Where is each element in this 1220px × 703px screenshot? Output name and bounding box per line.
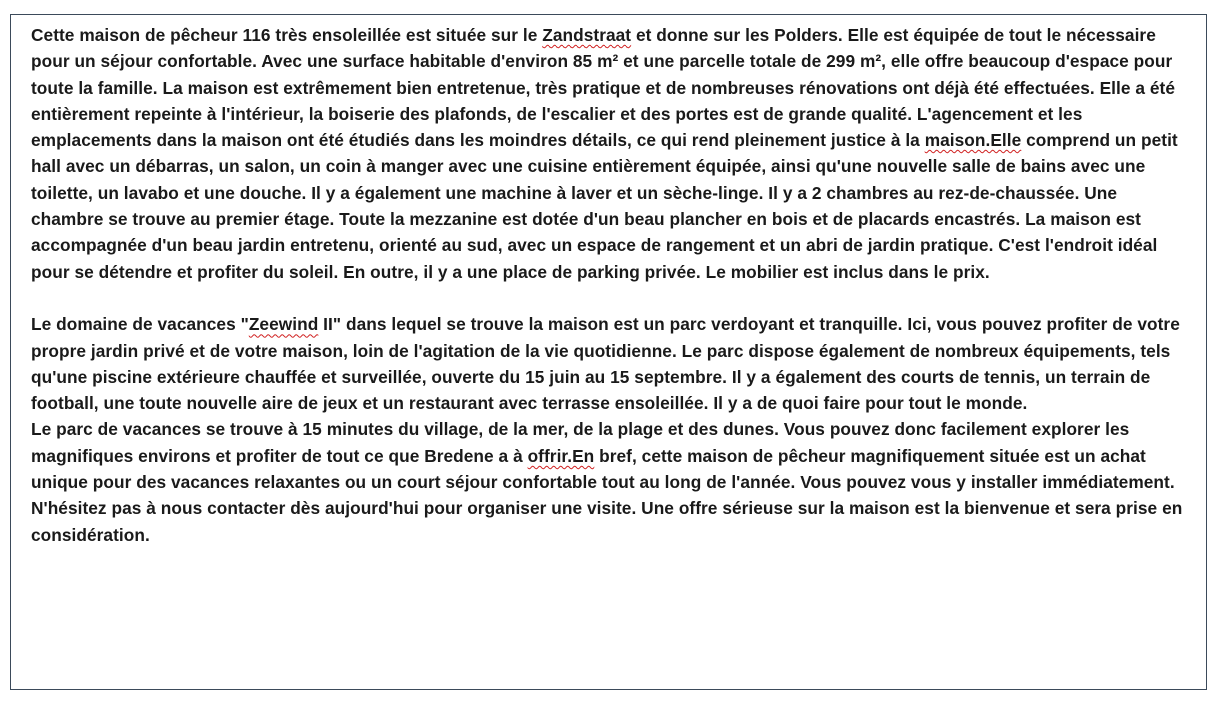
misspelled-word: Zandstraat (542, 25, 632, 45)
misspelled-word: Zeewind (248, 314, 319, 335)
misspelled-word: maison.Elle (924, 130, 1022, 151)
text-run: et donne sur les Polders. Elle est équipée de tout le nécessaire pour un séjour confortable. Avec une surface habitable d'environ 85 m² et une parcelle totale de 299 m², elle offre beaucoup d'espace pour toute la famille. La maison est extrêmement bien entretenue, très pratique et de nombreuses rénovations ont déjà été effectuées. Elle a été entièrement repeinte à l'intérieur, la boiserie des plafonds, de l'escalier et des portes est de grande qualité. L'agencement et les emplacements dans la maison ont été étudiés dans les moindres détails, ce qui rend pleinement justice à la (31, 25, 1176, 151)
paragraph-holiday-park (31, 311, 1191, 416)
text-run: Le parc de vacances se trouve à 15 minutes du village, de la mer, de la plage et des dunes. Vous pouvez donc facilement explorer les magnifiques environs et profiter de tout ce que Bredene a à (31, 419, 1130, 466)
paragraph-location (31, 416, 1191, 495)
document-text[interactable] (31, 22, 1191, 548)
text-box-frame (10, 14, 1207, 690)
text-run: II" dans lequel se trouve la maison est un parc verdoyant et tranquille. Ici, vous pouvez profiter de votre propre jardin privé et de votre maison, loin de l'agitation de la vie quotidienne. Le parc dispose également de nombreux équipements, tels qu'une piscine extérieure chauffée et surveillée, ouverte du 15 juin au 15 septembre. Il y a également des courts de tennis, un terrain de football, une toute nouvelle aire de jeux et un restaurant avec terrasse ensoleillée. Il y a de quoi faire pour tout le monde. (31, 314, 1180, 414)
paragraph-house-description (31, 22, 1191, 285)
misspelled-word: offrir.En (527, 445, 595, 466)
text-run: comprend un petit hall avec un débarras, un salon, un coin à manger avec une cuisine entièrement équipée, ainsi qu'une nouvelle salle de bains avec une toilette, un lavabo et une douche. Il y a également une machine à laver et un sèche-linge. Il y a 2 chambres au rez-de-chaussée. Une chambre se trouve au premier étage. Toute la mezzanine est dotée d'un beau plancher en bois et de placards encastrés. La maison est accompagnée d'un beau jardin entretenu, orienté au sud, avec un espace de rangement et un abri de jardin pratique. C'est l'endroit idéal pour se détendre et profiter du soleil. En outre, il y a une place de parking privée. Le mobilier est inclus dans le prix. (31, 130, 1178, 282)
paragraph-spacer (31, 285, 1191, 311)
paragraph-contact: N'hésitez pas à nous contacter dès aujourd'hui pour organiser une visite. Une offre sérieuse sur la maison est la bienvenue et sera prise en considération. (31, 498, 1183, 545)
text-run: Cette maison de pêcheur 116 très ensoleillée est située sur le (31, 25, 543, 45)
text-run: bref, cette maison de pêcheur magnifiquement située est un achat unique pour des vacances relaxantes ou un court séjour confortable tout au long de l'année. Vous pouvez vous y installer immédiatement. (31, 445, 1175, 493)
text-run: Le domaine de vacances " (31, 314, 249, 335)
